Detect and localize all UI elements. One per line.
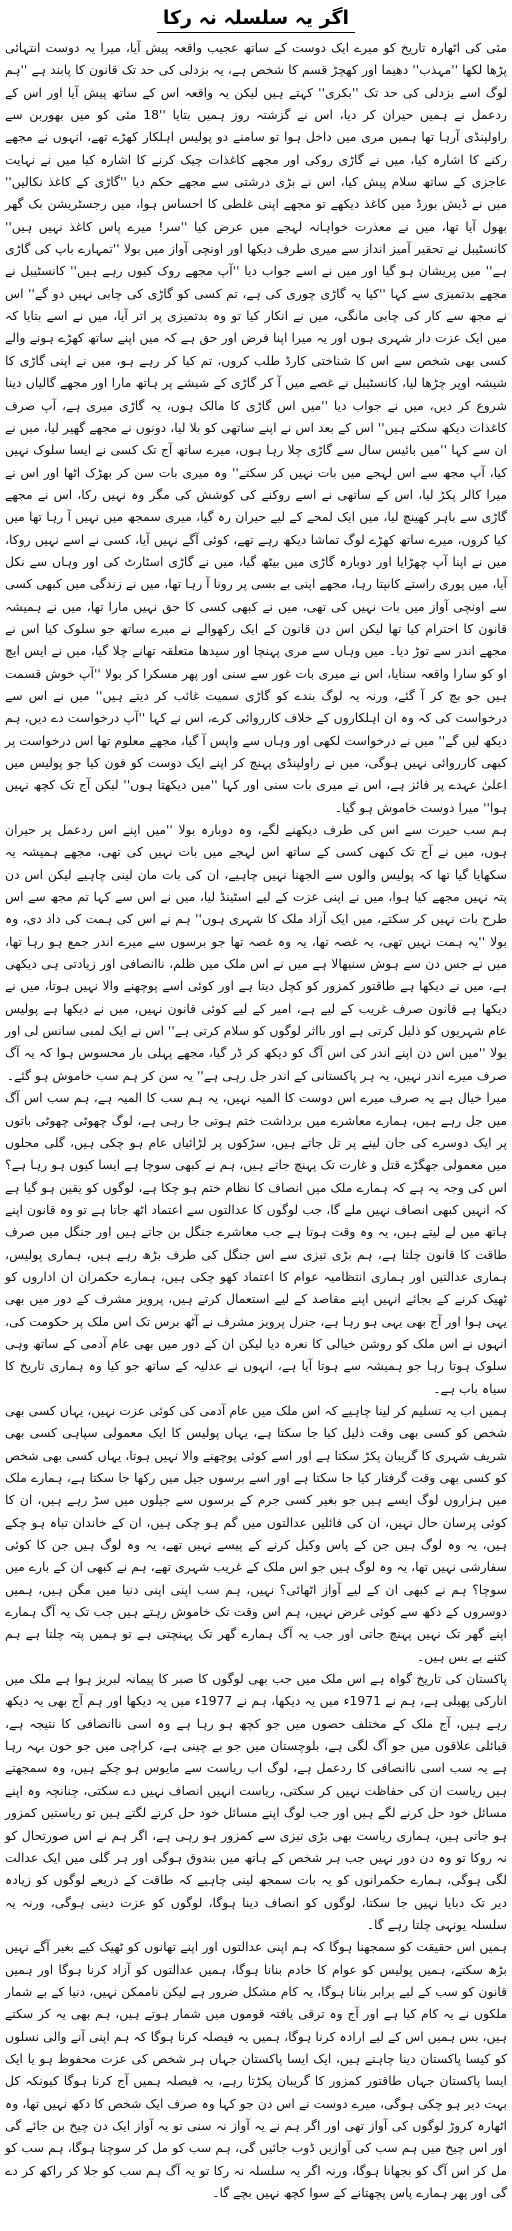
article-paragraph: ہمیں اس حقیقت کو سمجھنا ہوگا کہ ہم اپنی عدالتوں اور اپنے تھانوں کو ٹھیک کیے بغیر آگے نہیں بڑھ سکتے، ہمیں پولیس کو عوام کا خادم بنانا ہوگا، ہمیں عدالتوں کو آزاد کرنا ہوگا اور ہمیں قانون کو سب کے لیے برابر بنانا ہوگا، یہ کام مشکل ضرور ہے لیکن ناممکن نہیں، دنیا کے بے شمار ملکوں نے یہ کام کیا ہے اور آج وہ ترقی یافتہ قوموں میں شمار ہوتے ہیں، ہم بھی یہ کر سکتے ہیں، بس ہمیں اس کے لیے ارادہ کرنا ہوگا، ہمیں یہ فیصلہ کرنا ہوگا کہ ہم اپنی آنے والی نسلوں کو کیسا پاکستان دینا چاہتے ہیں، ایک ایسا پاکستان جہاں ہر شخص کی عزت محفوظ ہو یا ایک ایسا پاکستان جہاں طاقتور کمزور کا گریبان پکڑتا رہے، یہ فیصلہ ہمیں آج کرنا ہوگا کیونکہ کل بہت دیر ہو چکی ہوگی، میرے دوست نے اس دن جو کہا وہ صرف ایک شخص کا دکھ نہیں تھا، وہ اٹھارہ کروڑ لوگوں کی آواز تھی اور اگر ہم نے یہ آواز نہ سنی تو یہ آواز ایک دن چیخ بن جائے گی اور اس چیخ میں ہم سب کی آوازیں ڈوب جائیں گی، ہم سب کو مل کر سوچنا ہوگا، ہم سب کو مل کر اس آگ کو بجھانا ہوگا، ورنہ اگر یہ سلسلہ نہ رکا تو یہ آگ ہم سب کو جلا کر راکھ کر دے گی اور پھر ہمارے پاس پچھتانے کے سوا کچھ نہیں بچے گا۔: [5, 1939, 507, 2200]
article-paragraph: پاکستان کی تاریخ گواہ ہے اس ملک میں جب بھی لوگوں کا صبر کا پیمانہ لبریز ہوا ہے ملک میں انارکی پھیلی ہے، ہم نے 1971ء میں یہ دیکھا، ہم نے 1977ء میں یہ دیکھا اور ہم آج بھی یہ دیکھ رہے ہیں، آج ملک کے مختلف حصوں میں جو کچھ ہو رہا ہے وہ اسی ناانصافی کا نتیجہ ہے، قبائلی علاقوں میں جو آگ لگی ہے، بلوچستان میں جو بے چینی ہے، کراچی میں جو خون بہہ رہا ہے یہ سب اسی ناانصافی کا ردعمل ہے، لوگ اب ریاست سے مایوس ہو چکے ہیں، وہ سمجھتے ہیں ریاست ان کی حفاظت نہیں کر سکتی، ریاست انہیں انصاف نہیں دے سکتی، چنانچہ وہ اپنے مسائل خود حل کرنے لگے ہیں اور جب لوگ اپنے مسائل خود حل کرنے لگتے ہیں تو ریاستیں کمزور ہو جاتی ہیں، ہماری ریاست بھی بڑی تیزی سے کمزور ہو رہی ہے، اگر ہم نے اس صورتحال کو نہ روکا تو وہ دن دور نہیں جب ہر شخص کے ہاتھ میں بندوق ہوگی اور ہر گلی میں ایک عدالت لگی ہوگی، ہمارے حکمرانوں کو یہ بات سمجھ لینی چاہیے کہ طاقت کے ذریعے لوگوں کو زیادہ دیر تک دبایا نہیں جا سکتا، لوگوں کو انصاف دینا ہوگا، لوگوں کو عزت دینی ہوگی، ورنہ یہ سلسلہ یونہی چلتا رہے گا۔: [5, 1671, 507, 1932]
article-paragraph: ہم سب حیرت سے اس کی طرف دیکھنے لگے، وہ دوبارہ بولا ''میں اپنے اس ردعمل پر حیران ہوں، میں نے آج تک کبھی کسی کے ساتھ اس لہجے میں بات نہیں کی تھی، مجھے ہمیشہ یہ سکھایا گیا تھا کہ پولیس والوں سے الجھنا نہیں چاہیے، ان کی بات مان لینی چاہیے لیکن اس دن پتہ نہیں مجھے کیا ہوا، میں نے اپنی عزت کے لیے اسٹینڈ لیا، میں نے اس سے کہا تم مجھ سے اس طرح بات نہیں کر سکتے، میں ایک آزاد ملک کا شہری ہوں'' ہم نے اس کی ہمت کی داد دی، وہ بولا ''یہ ہمت نہیں تھی، یہ غصہ تھا، یہ وہ غصہ تھا جو برسوں سے میرے اندر جمع ہو رہا تھا، میں نے جس دن سے ہوش سنبھالا ہے میں نے اس ملک میں ظلم، ناانصافی اور زیادتی ہی دیکھی ہے، میں نے دیکھا ہے طاقتور کمزور کو کچل دیتا ہے اور کوئی اسے پوچھنے والا نہیں ہوتا، میں نے دیکھا ہے قانون صرف غریب کے لیے ہے، امیر کے لیے کوئی قانون نہیں، میں نے دیکھا ہے پولیس عام شہریوں کو ذلیل کرتی ہے اور بااثر لوگوں کو سلام کرتی ہے'' اس نے ایک لمبی سانس لی اور بولا ''میں اس دن اپنے اندر کی اس آگ کو دیکھ کر ڈر گیا، مجھے پہلی بار محسوس ہوا کہ یہ آگ صرف میرے اندر نہیں، یہ ہر پاکستانی کے اندر جل رہی ہے'' یہ سن کر ہم سب خاموش ہو گئے۔: [5, 822, 507, 1083]
article-paragraph: ہمیں اب یہ تسلیم کر لینا چاہیے کہ اس ملک میں عام آدمی کی کوئی عزت نہیں، یہاں کسی بھی شخص کو کسی بھی وقت ذلیل کیا جا سکتا ہے، یہاں پولیس کا ایک معمولی سپاہی کسی بھی شریف شہری کا گریبان پکڑ سکتا ہے اور اسے کوئی پوچھنے والا نہیں ہوتا، یہاں کسی بھی شخص کو کسی بھی وقت گرفتار کیا جا سکتا ہے اور اسے برسوں جیل میں رکھا جا سکتا ہے، ہمارے ملک میں ہزاروں لوگ ایسے ہیں جو بغیر کسی جرم کے برسوں سے جیلوں میں سڑ رہے ہیں، ان کا کوئی پرسان حال نہیں، ان کی فائلیں عدالتوں میں گم ہو چکی ہیں، ان کے خاندان تباہ ہو چکے ہیں، یہ وہ لوگ ہیں جن کے پاس وکیل کرنے کے پیسے نہیں تھے، یہ وہ لوگ ہیں جن کا کوئی سفارشی نہیں تھا، یہ وہ لوگ ہیں جو اس ملک کے غریب شہری تھے، ہم نے کبھی ان کے بارے میں سوچا؟ ہم نے کبھی ان کے لیے آواز اٹھائی؟ نہیں، ہم سب اپنی اپنی دنیا میں مگن ہیں، ہمیں دوسروں کے دکھ سے کوئی غرض نہیں، ہم اس وقت تک خاموش رہتے ہیں جب تک یہ آگ ہمارے اپنے گھر تک نہیں پہنچ جاتی اور جب یہ آگ ہمارے گھر تک پہنچتی ہے تو ہمیں پتہ چلتا ہے ہم کتنے بے بس ہیں۔: [5, 1402, 507, 1664]
article-body: [5, 37, 507, 2204]
article-paragraph: میرا خیال ہے یہ صرف میرے اس دوست کا المیہ نہیں، یہ ہم سب کا المیہ ہے، ہم سب اس آگ میں جل رہے ہیں، ہمارے معاشرے میں برداشت ختم ہوتی جا رہی ہے، لوگ چھوٹی چھوٹی باتوں پر ایک دوسرے کی جان لینے پر تل جاتے ہیں، سڑکوں پر لڑائیاں عام ہو چکی ہیں، گلی محلوں میں معمولی جھگڑے قتل و غارت تک پہنچ جاتے ہیں، ہم نے کبھی سوچا ہے ایسا کیوں ہو رہا ہے؟ اس کی وجہ یہ ہے کہ ہمارے ملک میں انصاف کا نظام ختم ہو چکا ہے، لوگوں کو یقین ہو گیا ہے کہ انہیں کبھی انصاف نہیں ملے گا، جب لوگوں کا عدالتوں سے اعتماد اٹھ جاتا ہے تو وہ قانون اپنے ہاتھ میں لے لیتے ہیں، یہ وہ وقت ہوتا ہے جب معاشرے جنگل بن جاتے ہیں اور جنگل میں صرف طاقت کا قانون چلتا ہے، ہم بڑی تیزی سے اس جنگل کی طرف بڑھ رہے ہیں، ہماری پولیس، ہماری عدالتیں اور ہماری انتظامیہ عوام کا اعتماد کھو چکی ہیں، ہمارے حکمران ان اداروں کو ٹھیک کرنے کے بجائے انہیں اپنے مقاصد کے لیے استعمال کرتے ہیں، پرویز مشرف کے دور میں بھی یہی ہوا اور آج بھی یہی ہو رہا ہے، جنرل پرویز مشرف نے آٹھ برس تک اس ملک پر حکومت کی، انہوں نے اس ملک کو روشن خیالی کا نعرہ دیا لیکن ان کے دور میں بھی عام آدمی کے ساتھ وہی سلوک ہوتا رہا جو ہمیشہ سے ہوتا آیا ہے، انہوں نے عدلیہ کے ساتھ جو کیا وہ ہماری تاریخ کا سیاہ باب ہے۔: [5, 1090, 507, 1396]
article-title: اگر یہ سلسلہ نہ رکا: [157, 4, 355, 33]
article-headline: [5, 4, 507, 32]
article-paragraph: مئی کی اٹھارہ تاریخ کو میرے ایک دوست کے ساتھ عجیب واقعہ پیش آیا، میرا یہ دوست انتہائی پڑھا لکھا ''مہذب'' دھیما اور کھچڑ قسم کا شخص ہے، یہ بزدلی کی حد تک قانون کا پابند ہے ''ہم لوگ اسے بزدلی کی حد تک ''بکری'' کہتے ہیں لیکن یہ واقعہ اس کے ساتھ پیش آیا اور اس کے ردعمل نے ہمیں حیران کر دیا، اس نے گزشتہ روز ہمیں بتایا ''18 مئی کو میں بھوربن سے راولپنڈی آرہا تھا ہمیں مری میں داخل ہوا تو سامنے دو پولیس اہلکار کھڑے تھے، انہوں نے مجھے رکنے کا اشارہ کیا، میں نے گاڑی روکی اور مجھے کاغذات چیک کرنے کا اشارہ کیا میں نے نہایت عاجزی کے ساتھ سلام پیش کیا، اس نے بڑی درشتی سے مجھے حکم دیا ''گاڑی کے کاغذ نکالیں'' میں نے ڈیش بورڈ میں کاغذ دیکھے تو مجھے اپنی غلطی کا احساس ہوا، میں رجسٹریشن بک گھر بھول آیا تھا، میں نے معذرت خواہانہ لہجے میں عرض کیا ''سر! میرے پاس کاغذ نہیں ہیں'' کانسٹیبل نے تحقیر آمیز انداز سے میری طرف دیکھا اور اونچی آواز میں بولا ''تمہارے باپ کی گاڑی ہے'' میں پریشان ہو گیا اور میں نے اسے جواب دیا ''آپ مجھے روک کیوں رہے ہیں'' کانسٹیبل نے مجھے بدتمیزی سے کہا ''کیا یہ گاڑی چوری کی ہے، تم کسی کو گاڑی کی چابی نہیں دو گے'' اس نے مجھ سے کار کی چابی مانگی، میں نے انکار کیا تو وہ بدتمیزی پر اتر آیا، میں نے اسے بتایا کہ میں ایک عزت دار شہری ہوں اور یہ میرا اپنا فرض اور حق ہے کہ میں اپنے ساتھ کھڑے ہونے والے کسی بھی شخص سے اس کا شناختی کارڈ طلب کروں، تم کیا کر رہے ہو، میں نے اپنی گاڑی کا شیشہ اوپر چڑھا لیا، کانسٹیبل نے غصے میں آ کر گاڑی کے شیشے پر ہاتھ مارا اور مجھے گالیاں دینا شروع کر دیں، میں نے جواب دیا ''میں اس گاڑی کا مالک ہوں، یہ گاڑی میری ہے، آپ صرف کاغذات دیکھ سکتے ہیں'' اس کے بعد اس نے اپنے ساتھی کو بلا لیا، دونوں نے مجھے گھیر لیا، میں نے ان سے کہا ''میں بائیس سال سے گاڑی چلا رہا ہوں، میرے ساتھ آج تک کسی نے ایسا سلوک نہیں کیا، آپ مجھ سے اس لہجے میں بات نہیں کر سکتے'' وہ میری بات سن کر بھڑک اٹھا اور اس نے میرا کالر پکڑ لیا، اس کے ساتھی نے اسے روکنے کی کوشش کی مگر وہ نہیں رکا، اس نے مجھے گاڑی سے باہر کھینچ لیا، میں ایک لمحے کے لیے حیران رہ گیا، میری سمجھ میں نہیں آ رہا تھا میں کیا کروں، میرے ساتھ کھڑے لوگ تماشا دیکھ رہے تھے، کوئی آگے نہیں آیا، کسی نے اسے نہیں روکا، میں نے اپنا آپ چھڑایا اور دوبارہ گاڑی میں بیٹھ گیا، میں نے گاڑی اسٹارٹ کی اور وہاں سے نکل آیا، میں پوری راستے کانپتا رہا، مجھے اپنی بے بسی پر رونا آ رہا تھا، میں نے زندگی میں کبھی کسی سے اونچی آواز میں بات نہیں کی تھی، میں نے کبھی کسی کا حق نہیں مارا تھا، میں نے ہمیشہ قانون کا احترام کیا تھا لیکن اس دن قانون کے ایک رکھوالے نے میرے ساتھ جو سلوک کیا اس نے مجھے اندر سے توڑ دیا۔ میں وہاں سے مری پہنچا اور سیدھا متعلقہ تھانے چلا گیا، میں نے ایس ایچ او کو سارا واقعہ سنایا، اس نے میری بات غور سے سنی اور پھر مسکرا کر بولا ''آپ خوش قسمت ہیں جو بچ کر آ گئے، ورنہ یہ لوگ بندے کو گاڑی سمیت غائب کر دیتے ہیں'' میں نے اس سے درخواست کی کہ وہ ان اہلکاروں کے خلاف کارروائی کرے، اس نے کہا ''آپ درخواست دے دیں، ہم دیکھ لیں گے'' میں نے درخواست لکھی اور وہاں سے واپس آ گیا، مجھے معلوم تھا اس درخواست پر کبھی کارروائی نہیں ہوگی، میں نے راولپنڈی پہنچ کر اپنے ایک دوست کو فون کیا جو پولیس میں اعلیٰ عہدے پر فائز ہے، اس نے میری بات سنی اور کہا ''میں دیکھتا ہوں'' لیکن آج تک کچھ نہیں ہوا'' میرا دوست خاموش ہو گیا۔: [5, 40, 507, 815]
